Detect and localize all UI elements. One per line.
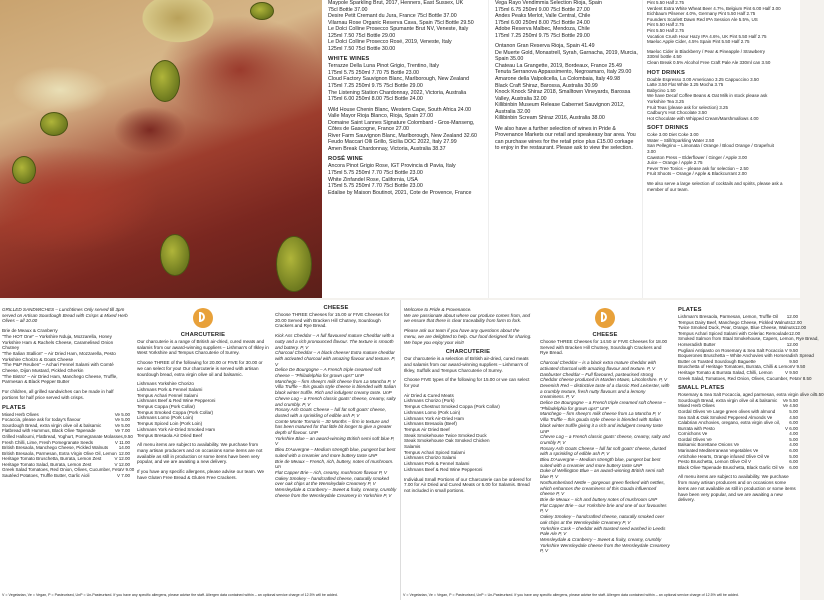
charcuterie-item: Tempus Bresaola Air Dried Beef [137, 432, 203, 438]
small-plate-item-name: Calabrian Anchovies, oregano, extra virgin olive oil, [678, 420, 781, 426]
rose-wine-heading: ROSÉ WINE [328, 156, 363, 163]
small-plate-item-name: Artichoke Hearts, Orange infused Olive Oil Ve [678, 453, 770, 459]
sandwich-note: For children, all grilled sandwiches can be made in half portions for half price served with crisps. [2, 389, 114, 400]
cheese-list-2 [540, 360, 670, 554]
cheese-list [275, 333, 397, 498]
wine-line: Killibinbin Scream Shiraz 2016, Australia 38.00 [495, 115, 605, 122]
plate-item-price: Ve 5.00 [114, 422, 130, 428]
wine-line: Amarone della Valpolicella, La Colombaia, Italy 49.98 [495, 76, 621, 83]
small-plate-item-price: 6.00 [789, 448, 798, 454]
small-plate-item-price: 6.00 [789, 420, 798, 426]
drink-line: Fruit Teas (please ask for selection) 3.25 [647, 104, 728, 110]
cheese-item: Yorkshire Blue – an award-winning British semi soft blue P, V [275, 435, 395, 447]
charcuterie-item: Steak Smokehouse Twice Smoked Duck [404, 432, 487, 438]
drink-line: Coke 3.00 Diet Coke 3.00 [647, 132, 699, 138]
sparkling-wine-list [328, 0, 482, 52]
drink-line: member of our team. [647, 186, 689, 192]
charcuterie-item: Air Dried & Cured Meats [404, 392, 454, 398]
wine-line: Black Craft Shiraz, Barossa, Australia 30.99 [495, 82, 598, 89]
wine-line: Feudo Maccari Olli Grillo, Sicilia DOC 2022, Italy 27.99 [328, 139, 457, 146]
red-wine-list [495, 0, 636, 122]
charcuterie-item: Lishmans York Air-Dried Smoked Ham [137, 426, 216, 432]
charcuterie-heading-2: CHARCUTERIE [445, 349, 491, 356]
plate-item-name: Mixed Herb Olives [2, 411, 39, 417]
small-portion-note: Individual Small Portions of our Charcuterie can be ordered for 7.00 for Air Dried and Cured Meats or 5.00 for Salamis. Bread not included in small portions. [404, 476, 532, 493]
charcuterie-item: Lishmans Pork & Fennel Salami [404, 461, 470, 467]
plate-item-price: 9.50 [789, 347, 798, 353]
cheese-item: Duke of Wellington Blue – an award-winning British semi soft blue P, V [540, 468, 664, 480]
cheese-item: Devenish Red – distinctive taste of a classic Red Leicester, with a crumbly texture, fresh nutty flavours and a lemony creaminess. P, V [540, 382, 670, 400]
charcuterie-item: Tempus Smoked Coppa (Pork Collar) [137, 409, 214, 415]
wine-line: Chateau La Grangette, 2019, Bordeaux, France 25.49 [495, 62, 622, 69]
charcuterie-intro: Our charcuterie is a range of British air-dried, cured meats and salamis from our award-winning suppliers – Lishman's of Ilkley in West Yorkshire and Tempus Charcuterie of Surrey. [137, 339, 269, 356]
cheese-intro-2: Choose THREE Cheeses for 14.50 or FIVE Cheeses for 18.00 Served with Bracken Hill Chutney, Sourdough Crackers and Rye Bread. [540, 339, 668, 356]
drink-line: Latte 3.50 Flat White 3.25 Mocha 3.75 [647, 82, 724, 88]
white-wine-list [328, 63, 482, 152]
wine-line: Le Dolci Colline Prosecco Spumante Brut NV, Veneste, Italy [328, 26, 469, 33]
sandwich-item: Brie de Meaux & Cranberry [2, 328, 58, 334]
small-plates-list [678, 392, 824, 470]
plate-item-price: 12.00 [794, 325, 807, 331]
cheese-item: Manchego – firm sheep's milk cheese from La Mancha P, V [275, 378, 396, 384]
charcuterie-list-2 [404, 393, 532, 473]
plate-item-name: Fresh Chilli, Lime, Fresh Pomegranate Seeds [2, 439, 94, 445]
gherkin-slice [40, 112, 68, 136]
food-photo [0, 0, 322, 298]
wine-line: Valley, Australia 32.00 [495, 95, 547, 102]
plate-item-price: 12.00 [786, 314, 798, 319]
sandwich-item: "The Bistro" – Air Dried Ham, Manchego Cheese, Truffle, Parmesan & Black Pepper Butter [2, 373, 118, 385]
small-plate-item-name: Sea Salt & Oak Smoked Peppered Almonds Ve [678, 414, 773, 420]
wine-line: De Muerte Gold, Monastrell, Syrah, Garnacha, 2019, Murcia, [495, 49, 638, 56]
plate-item-name: Greek Salad, Tomatoes, Red Onion, Olives, Cucumber, Feta [678, 375, 799, 381]
charcuterie-intro-2: Our charcuterie is a selection of British air-dried, cured meats and salamis from our award-winning suppliers – Lishman's of Ilkley, Suffolk and Tempus Charcuterie of Surrey. [404, 356, 529, 373]
gherkin-slice [150, 60, 180, 102]
sandwich-sub: served on Artisan Sourdough Bread with Crisps & Mixed Herb Olives – all 10.00 [2, 312, 128, 324]
plate-item-name: Flatbread with Hummus, Black Olive Tapenade [2, 428, 96, 434]
charcuterie-item: Lishmans Chorizo Salami [404, 455, 457, 461]
wine-line: Edalise by Maison Boutinot, 2021, Cote de Provence, France [328, 189, 472, 196]
plates-heading: PLATES [2, 404, 26, 411]
wine-line: Wild House Chenin Blanc, Western Cape, South Africa 24.00 [328, 106, 471, 113]
drink-line: Pint 5.50 Half 2.75 [647, 0, 685, 5]
drink-line: Cadbury's Hot Chocolate 3.50 [647, 110, 707, 116]
cheese-item: Villa Truffle – this gouda style cheese is blended with Italian black winter truffle giving it a rich and indulgent creamy taste UnP [540, 417, 663, 434]
drink-line: Maeloc Apple Cider, 4.5% Spain Pint 5.50 Half 2.75 [647, 39, 750, 45]
beer-cider-list [647, 0, 796, 66]
sandwich-item: "The Italian Stallion" – Air Dried Ham, Mozzarella, Pesto [2, 350, 116, 356]
wine-line: 75cl Bottle 37.00 [328, 6, 368, 13]
plate-item [678, 375, 812, 382]
welcome-heading: Welcome to Pride & Provenance. [404, 307, 472, 312]
wine-line: 175ml 6.00 250ml 8.00 75cl Bottle 24.00 [495, 19, 590, 26]
cheese-item: Manchego – firm sheep's milk cheese from La Mancha P, V [540, 411, 661, 417]
plate-item-price: Ve 7.00 [114, 428, 130, 434]
charcuterie-list [137, 381, 269, 438]
wine-line: The Listening Station Chardonnay, 2022, Victoria, Australia [328, 89, 467, 96]
plate-item-price: V 9.50 [784, 369, 798, 375]
small-plate-item-name: Gordal Olives Ve Large green olives with almond [678, 408, 776, 414]
charcuterie-item: Lishmans Chorizo (Pork) [404, 398, 455, 404]
cheese-item: Comte Monte Tornaris – 30 Months – firm in texture and has been matured for that little bit longer to give a greater depth of flavour. UnP [275, 418, 392, 436]
charcuterie-item: Lishmans Bresaola (Beef) [404, 421, 457, 427]
cheese-item: Flat Capper Brie – our Yorkshire brie and one of our favourites P, V [540, 502, 667, 514]
charcuterie-item: Salamis [404, 444, 421, 450]
plate-item-price: 12.00 [118, 450, 130, 456]
drink-line: 3.00 [647, 149, 656, 155]
wine-line: Terrazze Della Luna Pinot Grigio, Trentino, Italy [328, 63, 439, 70]
plate-item [2, 473, 130, 479]
plate-item-price: 12.00 [790, 319, 802, 325]
charcuterie-item: Lishmans Beef & Red Wine Pepperoni [404, 466, 483, 472]
menu-page-left [0, 300, 400, 600]
wine-line: Desire Petit Cremant du Jura, France 75cl Bottle 37.00 [328, 13, 457, 20]
plate-item-price: V 8.50 [798, 375, 812, 381]
sandwich-intro: GRILLED SANDWICHES – Lunchtimes Only served till 3pm [2, 307, 125, 312]
small-plate-item-price: 4.00 [789, 431, 798, 437]
plate-item-name: Sourdough Bread, extra virgin olive oil & balsamic [2, 422, 102, 428]
wine-line: Cloud Factory Sauvignon Blanc, Marlborough, New Zealand [328, 76, 470, 83]
small-plate-item-name: Gordal Olives Ve [678, 436, 712, 442]
plate-item-name: British Bresaola, Parmesan, Extra Virgin Olive Oil, Lemon [2, 450, 117, 456]
plate-item-name: Heritage Tomato Salad, Burrata, Lemon Zest [2, 461, 92, 467]
charcuterie-offer-2: Choose FIVE types of the following for 15.00 or we can select for you! [404, 377, 530, 389]
availability-note: All menu items are subject to availability. We purchase from many artisan producers and on occasions some items are not available as still in production or some items have been very popular, and we are awaiting a new delivery. [137, 442, 263, 465]
rose-wine-list [328, 163, 482, 196]
cheese-item: Delice De Bourgogne – A French triple creamed soft cheese – "Philadelphia for grown ups!" UnP [275, 367, 382, 379]
cheese-item: Flat Capper Brie – rich, creamy, mushroom flavour P, V [275, 469, 387, 475]
pride-provenance-logo [595, 308, 615, 328]
drink-line: Juice – Orange / Apple 2.75 [647, 160, 703, 166]
drink-line: 330ml bottle 4.50 [647, 54, 682, 60]
soft-drinks-heading: SOFT DRINKS [647, 125, 689, 132]
small-plate-item-name: Mixed Herb Olives [678, 403, 715, 409]
cheese-item: Wensleydale & Cranberry – Sweet & fruity, creamy, crumbly cheese from the Wensleydale Creamery in Yorkshire P, V [275, 487, 397, 498]
plate-item-price: 12.00 [788, 330, 801, 336]
wine-line: River Farm Sauvignon Blanc, Marlborough, New Zealand 32.60 [328, 132, 477, 139]
drink-line: Clean Break 0.5% Alcohol Free Craft Pale Ale 330ml can 3.50 [647, 59, 771, 65]
cheese-item: Charcoal Cheddar – is a black extra mature cheddar with activated charcoal with amazing flavour and texture. P, V [540, 360, 656, 371]
drink-line: Fever Tree Tonics – please ask for selection – 2.50 [647, 165, 749, 171]
small-plate-item-name: Burrata with Pesto [678, 425, 715, 431]
cheese-item: Brie de Meaux – French, rich, buttery, notes of mushroom. Un [275, 458, 394, 470]
small-plate-item-name: Marinated Mediterranean Vegetables Ve [678, 448, 759, 454]
cheese-item: Villa Truffle – this gouda style cheese is blended with Italian black winter truffle. Rich and indulgent creamy taste. UnP [275, 384, 396, 396]
drink-line: Vocation Crush Hour Hazy IPA 4.6%, UK Pint 5.50 Half 2.75 [647, 33, 767, 39]
small-plate-item-price: 6.00 [789, 464, 798, 470]
hot-drinks-heading: HOT DRINKS [647, 69, 686, 76]
wine-line: Ancora Pinot Grigio Rose, IGT Provincia di Pavia, Italy [328, 163, 456, 170]
plate-item-name: Focaccia, please ask for today's flavour [2, 417, 81, 423]
wine-line: 125ml 7.50 75cl Bottle 29.00 [328, 32, 396, 39]
wine-line: Vega Rayo Vendimmia Selection Rioja, Spain [495, 0, 602, 6]
plate-item-price: Ve 5.00 [114, 417, 130, 423]
charcuterie-item: Tempus Achari Spiced Salami [404, 449, 465, 455]
drink-line: Founders Scarlett Dawn Red IPA Session Ale 5.5%, US [647, 16, 758, 22]
drinks-list-page [642, 0, 800, 298]
cheese-item: Yorkshire Cask – cheddar with toasted seed washed in Leeds Pale Ale P, V [540, 525, 666, 537]
sandwich-item: Yorkshire Ham & Rachels Cheese, Caramelised Onion Chutney [2, 339, 114, 351]
plate-item-price: V 12.00 [114, 461, 130, 467]
small-plate-item-name: Rosemary & Sea Salt Focaccia, aged parmesan, extra virgin olive oil [678, 392, 815, 398]
wine-line: Valle Mayor Rioja Blanco, Rioja, Spain 27.00 [328, 113, 434, 120]
drink-line: Pint 5.50 Half 2.75 [647, 22, 685, 28]
cheese-item: Oakey Smokey – handcrafted cheese, naturally smoked over oak chips at the Wensleydale Creamery P, V [540, 514, 665, 525]
wine-line: 175ml 6.75 250ml 9.00 75cl Bottle 27.00 [495, 6, 590, 13]
drink-line: Hot Chocolate with Whipped Cream/Marshmallows 4.00 [647, 115, 759, 121]
drink-line: Babycino 1.50 [647, 87, 676, 93]
wine-line: 175ml 5.75 250ml 7.70 75cl Bottle 23.00 [328, 183, 423, 190]
plate-item-name: Boquerones Bruschetta – White Anchovies with Horseradish Spread [678, 353, 814, 359]
wine-line: Andes Peaks Merlot, Valle Central, Chile [495, 13, 591, 20]
pride-provenance-logo [193, 308, 213, 328]
cheese-item: Bleu D'Auvergne – Medium strength blue, pungent but best suited with a creamier and more buttery taste UnP [540, 457, 661, 468]
dietary-note: If you have any specific allergens, please advise our team. We have Gluten Free Bread & Gluten Free Crackers. [137, 469, 265, 480]
plates-column-2 [675, 300, 824, 503]
drink-line: We have Decaf Coffee Beans & Oat Milk in stock please ask [647, 93, 768, 99]
small-plate-item-price: 5.00 [789, 453, 798, 459]
wine-line: Domaine Saint Lannes Signature Colombard - Gros-Manseng, [328, 119, 475, 126]
charcuterie-item: Tempus Chestnut Smoked Coppa (Pork Collar) [404, 404, 500, 410]
small-plate-item-price: 4.50 [789, 414, 798, 420]
cheese-heading: CHEESE [323, 305, 349, 311]
plates-list [2, 411, 135, 479]
wine-line: Spain 35.00 [495, 56, 524, 63]
cheese-item: Rosary Ash Goats Cheese – full fat soft goats' cheese, dusted with a sprinkling of edible ash P, V [275, 407, 387, 418]
gherkin-slice [160, 234, 190, 276]
wine-list-page-1 [322, 0, 488, 298]
cheese-column-2 [537, 300, 673, 554]
wine-line: 175ml 7.25 250ml 9.75 75cl Bottle 29.00 [495, 32, 590, 39]
wine-line: 175ml 6.00 250ml 8.00 75cl Bottle 24.00 [328, 96, 423, 103]
cheese-heading-2: CHEESE [592, 332, 618, 338]
drink-line: Fruit Shoots – Orange / Apple & Blackcurrant 2.00 [647, 171, 747, 177]
wine-line: Tenuta Serranova Appassimento, Negroamaro, Italy 29.00 [495, 69, 632, 76]
charcuterie-heading: CHARCUTERIE [180, 332, 226, 338]
plates-list-2 [678, 314, 819, 381]
charcuterie-item: Lishmans Lomo (Pork Loin) [404, 409, 461, 415]
plate-item-price: 9.50 [124, 433, 133, 439]
cheese-column [272, 300, 400, 499]
plate-item-price: V 9.00 [121, 467, 135, 473]
drink-line: San Pellegrino – Limonata / Orange / Blood Orange / Grapefruit [647, 143, 774, 149]
wine-line: Côtes de Gascogne, France 27.00 [328, 126, 409, 133]
sandwich-item: "The P&P Reuben" – Achari Fennel Salami with Comté Cheese, Dijon Mustard, Pickled Gherkin [2, 362, 114, 374]
plate-item-price: Ve 5.00 [114, 411, 130, 417]
wine-line: White Zinfandel Rose, California, USA [328, 176, 418, 183]
charcuterie-item: Steak Smokehouse Oak Smoked Chicken [404, 438, 490, 444]
charcuterie-item: Tempus Air Dried Beef [404, 426, 450, 432]
plate-item-name: Tempus Dairy Beef, Manchego Cheese, Pickled Walnuts [678, 319, 791, 325]
wine-list-page-2 [488, 0, 642, 298]
sandwich-list [2, 328, 130, 385]
small-plate-item-name: Cornichons Ve [678, 431, 708, 437]
cheese-item: Rosary Ash Goats Cheese – full fat soft goats' cheese, dusted with a sprinkling of edible ash P, V [540, 445, 667, 457]
sandwich-plates-column [0, 300, 135, 479]
plate-item-price: 12.00 [786, 341, 798, 347]
plate-item-price: V 11.00 [114, 439, 130, 445]
small-plate-item-name: Pesto Bruschetta, Lemon Olive Oil V [678, 459, 752, 465]
plate-item-name: Bruschetta of Heritage Tomatoes, Burrata, Chilli & Lemon [678, 364, 793, 370]
plate-item-name: Butter on Toasted Sourdough Baguette [678, 358, 756, 364]
wine-line: Killibinbin Museum Release Cabernet Sauvignon 2012, [495, 102, 625, 109]
cheese-item: Oakey Smokey – handcrafted cheese, naturally smoked over oak chips at the Wensleydale Creamery P, V [275, 475, 389, 487]
cheese-item: Northumberland Nettle – gorgeous green flecked with nettles, which enhances the creaminess of this Gouda influenced cheese P, V [540, 479, 665, 497]
plates-heading-2: PLATES [678, 307, 702, 313]
charcuterie-offer: Choose THREE of the following for 20.00 or FIVE for 30.00 or we can select for you! Our charcuterie is served with artisan sourdough bread, extra virgin olive oil and balsamic. [137, 360, 263, 377]
sandwich-item: "The HOT One" – Yorkshire Nduja, Mozzarella, Honey [2, 333, 112, 339]
cheese-item: Danbuster Cheddar – Full flavoured, pasteurised strong Cheddar cheese produced in Marden Mawn, Lincolnshire. P, V [540, 371, 668, 383]
availability-note-2: All menu items are subject to availability. We purchase from many artisan producers and on occasions some items are not available as still in production or some items have been very popular, and we are awaiting a new delivery. [678, 474, 796, 503]
hot-drinks-list [647, 77, 796, 122]
wine-line: Vilarnau Rose Organic Reserva Cava, Spain 75cl Bottle 29.50 [328, 19, 474, 26]
charcuterie-item: Lishmans Pork & Fennel Salami [137, 386, 203, 392]
drink-line: Eichbaum Pilsener 4.0%, Germany Pint 5.50 Half 2.75 [647, 11, 756, 17]
cheese-item: Bleu D'Auvergne – Medium strength blue, pungent but best suited with a creamier and more buttery taste UnP [275, 447, 396, 458]
small-plate-item-price: 5.50 [814, 392, 824, 398]
small-plates-heading: SMALL PLATES [678, 385, 725, 392]
welcome-text: We are passionate about where our produce comes from, and we ensure that there is clear traceability from farm to fork. [404, 312, 531, 324]
wine-retail-note: We also have a further selection of wines in Pride & Provenance Markets our retail and speakeasy bar area. You can purchase wines for the retail price plus £15.00 corkage to enjoy in the restaurant. Please ask to view the selection. [495, 125, 636, 152]
charcuterie-item: Tempus Achari Fennel Salami [137, 392, 198, 398]
wine-line: Le Dolci Colline Prosecco Rosé, 2019, Veneste, Italy [328, 39, 452, 46]
drink-line: We also serve a large selection of cocktails and spirits, please ask a [647, 181, 783, 187]
plate-item-price: 14.00 [118, 445, 130, 451]
plate-item-name: British Bresaola, Manchego Cheese, Pickled Walnuts [2, 445, 109, 451]
cheese-item: Chevre Log – a French classic goats' cheese, creamy, salty and crumbly. P, V [275, 395, 396, 407]
sandwich-item: Yorkshire Chorizo & Goats Cheese [2, 356, 74, 362]
charcuterie-item: Lishmans York Air-Dried Ham [404, 415, 464, 421]
plate-item-name: Pugliani Antipasto on Rosemary & Sea Salt Focaccia V [678, 347, 788, 353]
wine-line: Amen Break Chardonnay, Victoria, Australia 38.37 [328, 145, 446, 152]
plate-item-price: V 12.00 [114, 456, 130, 462]
cheese-item: Charcoal Cheddar – A black cheese! Extra mature cheddar with activated charcoal with amazing flavour and texture. P, V [275, 350, 396, 367]
cheese-intro: Choose THREE Cheeses for 15.00 or FIVE Cheeses for 20.00 Served with Bracken Hill Chutney, Sourdough Crackers and Rye Bread. [275, 312, 390, 329]
drink-line: Maeloc Cider in Blackberry / Pear & Pineapple / Strawberry [647, 48, 766, 54]
charcuterie-column [134, 300, 272, 480]
menu-right-footer: V = Vegetarian, Ve = Vegan, P = Pasteurised, UnP = Un-Pasteurised. If you have any specific allergens, please advise the staff. Allergen data contained within – an optional service charge of 12.5% will be added. [403, 593, 739, 597]
menu-left-footer: V = Vegetarian, Ve = Vegan, P = Pasteurised, UnP = Un-Pasteurised. If you have any specific allergens, please advise the staff. Allergen data contained within – an optional service charge of 12.5% will be added. [2, 593, 338, 597]
drink-line: Pint 5.50 Half 2.75 [647, 27, 685, 33]
gherkin-slice [250, 2, 274, 20]
wine-line: Australia 32.00 [495, 108, 531, 115]
cheese-item: Delice De Bourgogne – a French triple creamed soft cheese – "Philadelphia for grown ups!" UnP [540, 400, 666, 411]
wine-line: 175ml 5.75 250ml 7.70 75 Bottle 23.00 [328, 69, 419, 76]
small-plate-item-name: Black Olive Tapenade Bruschetta, Black Garlic Oil Ve [678, 464, 784, 470]
small-plate-item-price: 5.00 [789, 436, 798, 442]
cheese-item: Kick Ass Cheddar – A full flavoured mature Cheddar with a nutty and a rich pronounced flavour. The texture is smooth and buttery. P, V [275, 333, 395, 350]
plate-item-name: Heritage Tomato Bruschetta, Burrata, Lemon Zest [2, 456, 102, 462]
gherkin-slice [276, 236, 312, 292]
charcuterie-item: Tempus Coppa (Pork Collar) [137, 404, 195, 410]
plate-item-name: Lishman's Bresaola, Parmesan, Lemon, Truffle Oil [678, 314, 779, 319]
small-plate-item [678, 465, 798, 471]
charcuterie-item: Tempus Spiced Loin (Pork Loin) [137, 421, 203, 427]
small-plate-item-price: V 6.00 [784, 425, 798, 431]
plate-item-price: V 7.00 [116, 473, 130, 479]
charcuterie-item: Lishmans Yorkshire Chorizo [137, 381, 194, 387]
small-plate-item-price: Ve 4.50 [782, 403, 798, 409]
wine-line: 175ml 7.25 250ml 9.75 75cl Bottle 29.00 [328, 83, 423, 90]
soft-drinks-list [647, 132, 796, 192]
gherkin-slice [12, 156, 36, 184]
drink-line: Cawston Press – Elderflower / Ginger / Apple 3.00 [647, 154, 748, 160]
cheese-item: Wensleydale & Cranberry – Sweet & fruity, creamy, crumbly Yorkshire Wensleydale cheese from the Wensleydale Creamery P, V [540, 536, 670, 554]
wine-line: Knock Knock Shiraz 2018, Smalltown Vineyards, Barossa [495, 89, 631, 96]
drink-line: Water – Still/Sparkling Water 2.50 [647, 137, 715, 143]
plate-item-name: Horseradish Butter [678, 341, 716, 347]
wine-line: 175ml 5.75 250ml 7.70 75cl Bottle 23.00 [328, 170, 423, 177]
plate-item-name: Tempus Achari Spiced Salami with Celeriac Remoulade [678, 330, 789, 336]
small-plate-item-price: 6.00 [789, 459, 798, 465]
wine-line: Maypole Sparkling Brut, 2017, Henners, East Sussex, UK [328, 0, 464, 6]
small-plate-item-name: Sourdough Bread, extra virgin olive oil & balsamic [678, 397, 778, 403]
wine-line: 125ml 7.50 75cl Bottle 30.00 [328, 45, 396, 52]
menu-page-right [400, 300, 824, 600]
wine-line: Ontanon Gran Reserva Rioja, Spain 41.49 [495, 43, 595, 50]
cheese-item: Chevre Log – a French classic goats' cheese, creamy, salty and crumbly P, V [540, 434, 670, 445]
small-plate-item-name: Balsamic Borettane Onions Ve [678, 442, 740, 448]
white-wines-heading: WHITE WINES [328, 56, 370, 63]
plate-item-name: Heritage Tomato & Burrata Salad, Chilli, Lemon [678, 369, 773, 375]
drink-line: Verdent Extra White Wheat Beer 4.7%, Belgium Pint 6.00 Half 3.00 [647, 5, 781, 11]
drink-line: Yorkshire Tea 3.25 [647, 98, 685, 104]
welcome-text-2: Please ask our team if you have any questions about the menu, we are delighted to help. Our food designed for sharing. We hope you enjoy your visit! [404, 328, 532, 345]
plate-item-price: V 9.50 [792, 364, 806, 370]
welcome-charcuterie-column [401, 300, 535, 494]
cheese-item: Brie de Meaux – rich and buttery notes of mushroom UnP [540, 496, 658, 502]
plate-item-price: 9.50 [789, 358, 798, 364]
small-plate-item-price: Ve 5.50 [782, 397, 798, 403]
plate-item-name: Greek Salad Tomatoes, Red Onion, Olives, Cucumber, Feta [2, 467, 122, 473]
plate-item-name: Grilled Halloumi, Flatbread, Yoghurt, Pomegranate Molasses, [2, 433, 125, 439]
small-plate-item-price: 4.00 [789, 442, 798, 448]
plate-item-name: Smoked Salmon from Staal Smokehouse, Capers, Lemon, Rye Bread, [678, 336, 819, 342]
charcuterie-item: Lishmans Beef & Red Wine Pepperoni [137, 398, 216, 404]
plate-item-name: Sautéed Potatoes, Truffle Butter, Garlic Aioli [2, 473, 90, 479]
wine-line: Adobe Reserva Malbec, Mendoza, Chile [495, 26, 590, 33]
plate-item-name: Twice Smoked Duck, Pear, Orange, Blue Cheese, Walnuts [678, 325, 795, 331]
small-plate-item-price: 5.00 [789, 408, 798, 414]
drink-line: Double Espresso 3.00 Americano 3.25 Cappuccino 3.50 [647, 76, 759, 82]
charcuterie-item: Lishmans Lomo (Pork Loin) [137, 415, 194, 421]
